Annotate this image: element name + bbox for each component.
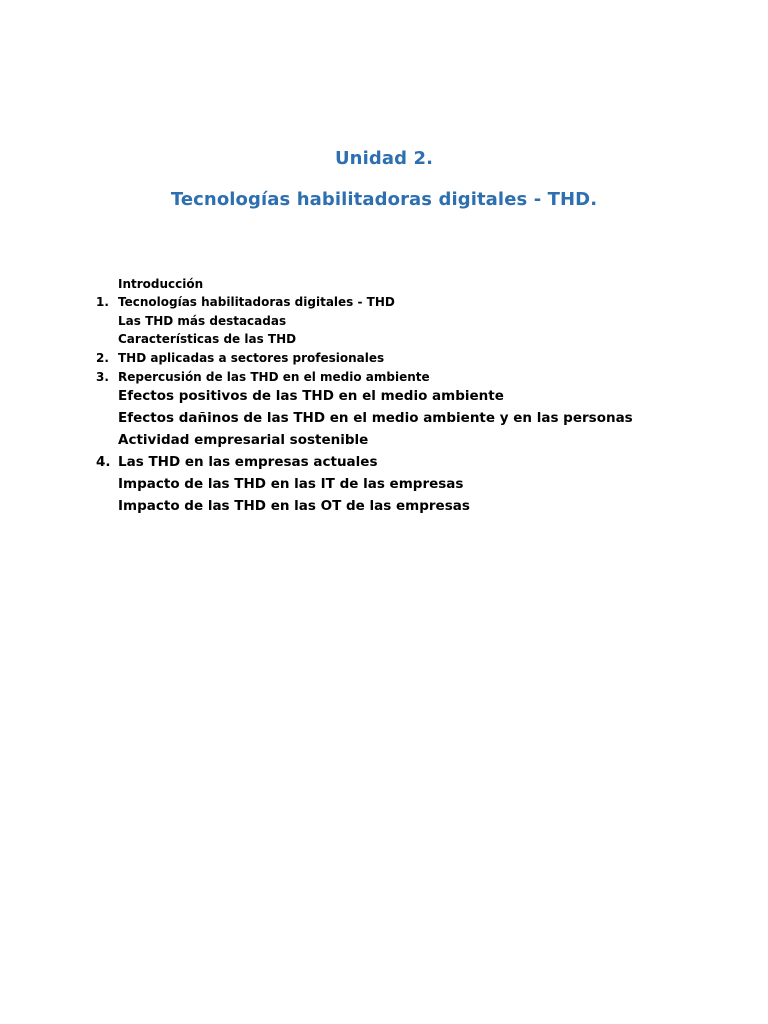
toc-item-number: 3. [96, 370, 109, 384]
unit-subtitle: Tecnologías habilitadoras digitales - THD. [170, 189, 598, 210]
toc-item-number: 1. [96, 295, 109, 309]
toc-item-number: 4. [96, 454, 111, 470]
toc-item-label: Actividad empresarial sostenible [118, 432, 369, 448]
toc-item-label: Impacto de las THD en las OT de las empresas [118, 498, 470, 514]
toc-item-label: Tecnologías habilitadoras digitales - THD [118, 295, 395, 309]
toc-item-label: Efectos dañinos de las THD en el medio ambiente y en las personas [118, 410, 633, 426]
toc-item-label: Introducción [118, 277, 204, 291]
toc-item-number: 2. [96, 351, 109, 365]
toc-item-label: Efectos positivos de las THD en el medio ambiente [118, 388, 504, 404]
toc-item-label: THD aplicadas a sectores profesionales [118, 351, 385, 365]
toc-item-label: Las THD en las empresas actuales [118, 454, 378, 470]
unit-title: Unidad 2. [334, 148, 434, 169]
toc-item-label: Repercusión de las THD en el medio ambiente [118, 370, 430, 384]
toc-item-label: Las THD más destacadas [118, 314, 287, 328]
toc-item-label: Características de las THD [118, 332, 297, 346]
toc-item-label: Impacto de las THD en las IT de las empresas [118, 476, 464, 492]
